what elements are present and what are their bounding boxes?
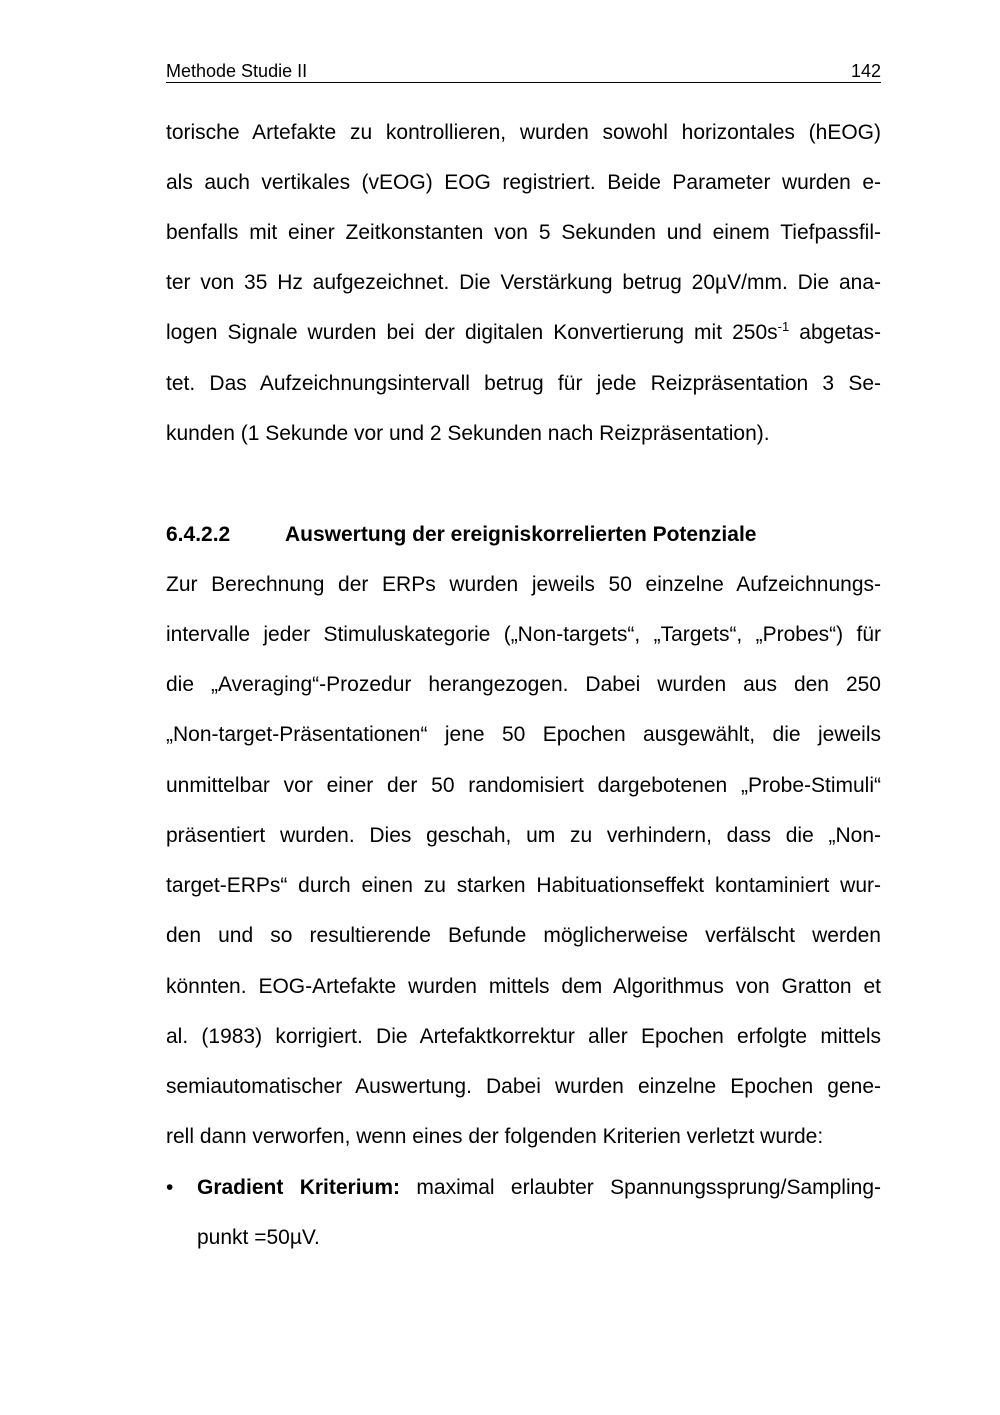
section-title: Auswertung der ereigniskorrelierten Potenziale [285, 523, 757, 546]
paragraph-2-line-7: target-ERPs“ durch einen zu starken Habituationseffekt kontaminiert wur- [166, 874, 881, 897]
header-title: Methode Studie II [166, 61, 308, 81]
bullet-description: maximal erlaubter Spannungssprung/Sampling- [400, 1176, 881, 1199]
line-5-text-after: abgetas- [789, 321, 881, 344]
paragraph-1-line-2: als auch vertikales (vEOG) EOG registriert. Beide Parameter wurden e- [166, 171, 881, 194]
paragraph-2-line-5: unmittelbar vor einer der 50 randomisiert dargebotenen „Probe-Stimuli“ [166, 774, 881, 797]
paragraph-1-line-4: ter von 35 Hz aufgezeichnet. Die Verstärkung betrug 20µV/mm. Die ana- [166, 271, 881, 294]
paragraph-2-line-9: könnten. EOG-Artefakte wurden mittels dem Algorithmus von Gratton et [166, 975, 881, 998]
bullet-term: Gradient Kriterium: [197, 1176, 401, 1199]
superscript-exponent: -1 [777, 319, 790, 334]
section-heading [166, 522, 881, 548]
paragraph-2-line-12: rell dann verworfen, wenn eines der folgenden Kriterien verletzt wurde: [166, 1125, 824, 1148]
page-number: 142 [850, 61, 881, 81]
paragraph-2-line-2: intervalle jeder Stimuluskategorie („Non-targets“, „Targets“, „Probes“) für [166, 623, 881, 646]
bullet-line-1 [197, 1175, 881, 1201]
paragraph-2-line-3: die „Averaging“-Prozedur herangezogen. Dabei wurden aus den 250 [166, 673, 881, 696]
paragraph-1-line-3: benfalls mit einer Zeitkonstanten von 5 Sekunden und einem Tiefpassfil- [166, 221, 881, 244]
paragraph-1-line-6: tet. Das Aufzeichnungsintervall betrug für jede Reizpräsentation 3 Se- [166, 372, 881, 395]
paragraph-2-line-10: al. (1983) korrigiert. Die Artefaktkorrektur aller Epochen erfolgte mittels [166, 1025, 881, 1048]
paragraph-2-line-1: Zur Berechnung der ERPs wurden jeweils 50 einzelne Aufzeichnungs- [166, 573, 881, 596]
paragraph-2-line-6: präsentiert wurden. Dies geschah, um zu verhindern, dass die „Non- [166, 824, 881, 847]
paragraph-1-line-5 [166, 320, 881, 346]
paragraph-2-line-11: semiautomatischer Auswertung. Dabei wurden einzelne Epochen gene- [166, 1075, 881, 1098]
page-header [166, 60, 881, 83]
paragraph-1-line-1: torische Artefakte zu kontrollieren, wurden sowohl horizontales (hEOG) [166, 121, 881, 144]
line-5-text-before: logen Signale wurden bei der digitalen Konvertierung mit 250s [166, 321, 778, 344]
bullet-line-2: punkt =50µV. [197, 1226, 320, 1249]
section-number: 6.4.2.2 [166, 523, 231, 546]
bullet-point-icon: • [166, 1176, 174, 1199]
paragraph-2-line-4: „Non-target-Präsentationen“ jene 50 Epochen ausgewählt, die jeweils [166, 723, 881, 746]
paragraph-2-line-8: den und so resultierende Befunde möglicherweise verfälscht werden [166, 924, 881, 947]
paragraph-1-line-7: kunden (1 Sekunde vor und 2 Sekunden nach Reizpräsentation). [166, 422, 770, 445]
